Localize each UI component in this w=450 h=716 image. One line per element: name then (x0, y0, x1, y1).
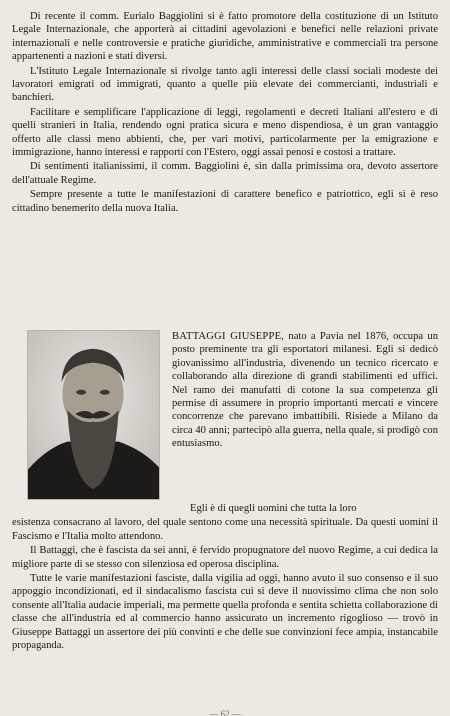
portrait-photo (27, 330, 160, 500)
paragraph: Il Battaggi, che è fascista da sei anni, è fervido propugnatore del nuovo Regime, a cui dedica la migliore parte di se stesso con silenziosa ed operosa disciplina. (12, 545, 438, 570)
paragraph: Facilitare e semplificare l'applicazione di leggi, regolamenti e decreti Italiani all'estero e di quelli stranieri in Italia, rendendo ogni pratica sicura e meno dispendiosa, è un gran vantaggio offerto alle classi meno abbienti, che, per vari motivi, particolarmente per la emigrazione e immigrazione, hanno interessi e rapporti con l'Estero, oggi assai penosi e costosi a trattare. (12, 106, 438, 159)
paragraph: Di recente il comm. Eurialo Baggiolini si è fatto promotore della costituzione di un Istituto Legale Internazionale, che apporterà ai cittadini agevolazioni e benefici nelle relazioni private internazionali e nelle controversie e pratiche giuridiche, amministrative e commerciali tra persone appartenenti a nazioni e stati diversi. (12, 11, 438, 63)
paragraph: Sempre presente a tutte le manifestazioni di carattere benefico e patriottico, egli si è reso cittadino benemerito della nuova Italia. (12, 189, 438, 214)
baggiolini-section (12, 10, 438, 215)
bio-continuation (12, 502, 438, 653)
paragraph: L'Istituto Legale Internazionale si rivolge tanto agli interessi delle classi sociali modeste dei lavoratori emigrati od immigrati, quanto a quelle più elevate dei commercianti, industriali e banchieri. (12, 65, 438, 104)
paragraph: Di sentimenti italianissimi, il comm. Baggiolini è, sin dalla primissima ora, devoto assertore dell'attuale Regime. (12, 161, 438, 186)
page-number: — 62 — (209, 710, 241, 716)
bio-intro (172, 330, 438, 451)
paragraph: Egli è di quegli uomini che tutta la loro (190, 503, 357, 514)
bio-intro-text: nato a Pavia nel 1876, occupa un posto preminente tra gli esportatori milanesi. Egli si dedicò giovanissimo all'industria, divenendo un tecnico ricercato e collaborando alla direzione di grandi stabilimenti ed uffici. Nel ramo dei manufatti di cotone la sua competenza gli permise di assumere in proprio importanti mercati e vincere concorrenze che parevano imbattibili. Risiede a Milano da circa 40 anni; partecipò alla guerra, nella quale, si prodigò con entusiasmo. (172, 331, 438, 450)
person-name: BATTAGGI GIUSEPPE, (172, 331, 285, 342)
paragraph: Tutte le varie manifestazioni fasciste, dalla vigilia ad oggi, hanno avuto il suo consenso e il suo appoggio incondizionati, ed il sindacalismo fascista cui si deve il nuovissimo clima che non solo consente all'Italia audacie imperiali, ma permette quella profonda e sentita schietta collaborazione di classe che all'industria ed al commercio hanno assicurato un incremento rigoglioso — trovò in Giuseppe Battaggi un assertore dei più convinti e che delle sue convinzioni fece ampia, instancabile propaganda. (12, 573, 438, 652)
paragraph: esistenza consacrano al lavoro, del quale sentono come una necessità spirituale. Da questi uomini il Fascismo e l'Italia molto attendono. (12, 517, 438, 542)
portrait-image (28, 331, 159, 499)
